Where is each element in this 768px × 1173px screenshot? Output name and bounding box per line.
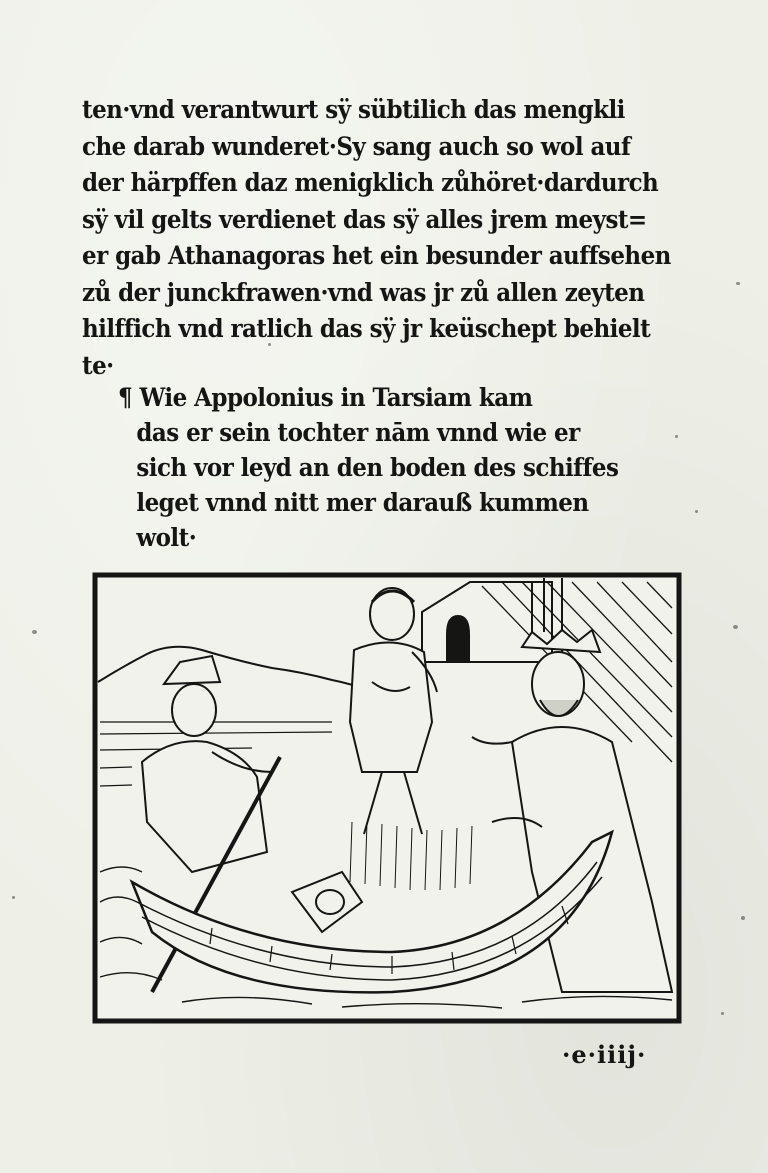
body-line: hilffich vnd ratlich das sÿ jr keüschept behielt xyxy=(82,314,651,343)
heading-line xyxy=(118,380,615,415)
heading-line-text: Wie Appolonius in Tarsiam kam xyxy=(139,383,533,412)
body-line: sÿ vil gelts verdienet das sÿ alles jrem meyst= xyxy=(82,204,647,234)
pilcrow-mark: ¶ xyxy=(118,383,133,412)
heading-line: das er sein tochter nām vnnd wie er xyxy=(136,418,580,447)
paper-speck xyxy=(741,916,745,920)
body-line: te· xyxy=(82,350,114,380)
body-text xyxy=(82,92,722,384)
paper-speck xyxy=(721,1012,724,1015)
heading-line: leget vnnd nitt mer darauß kummen xyxy=(136,488,589,517)
body-line: che darab wunderet·Sy sang auch so wol auf xyxy=(82,131,631,161)
body-line: zů der junckfrawen·vnd was jr zů allen zeyten xyxy=(82,277,645,307)
body-line: der härpffen daz menigklich zůhöret·dardurch xyxy=(82,168,659,197)
paper-speck xyxy=(736,282,740,285)
paper-speck xyxy=(32,630,37,634)
woodcut-illustration xyxy=(92,572,682,1024)
heading-line: sich vor leyd an den boden des schiffes xyxy=(136,453,619,482)
paper-speck xyxy=(733,625,738,629)
signature-mark: ·e·iiij· xyxy=(562,1040,647,1069)
body-line: er gab Athanagoras het ein besunder auffsehen xyxy=(82,241,671,270)
paper-speck xyxy=(695,510,698,513)
body-line: ten·vnd verantwurt sÿ sübtilich das mengkli xyxy=(82,95,625,124)
paper-speck xyxy=(12,896,15,899)
heading-line: wolt· xyxy=(136,523,197,552)
chapter-heading xyxy=(118,380,658,555)
paper-speck xyxy=(675,435,678,438)
